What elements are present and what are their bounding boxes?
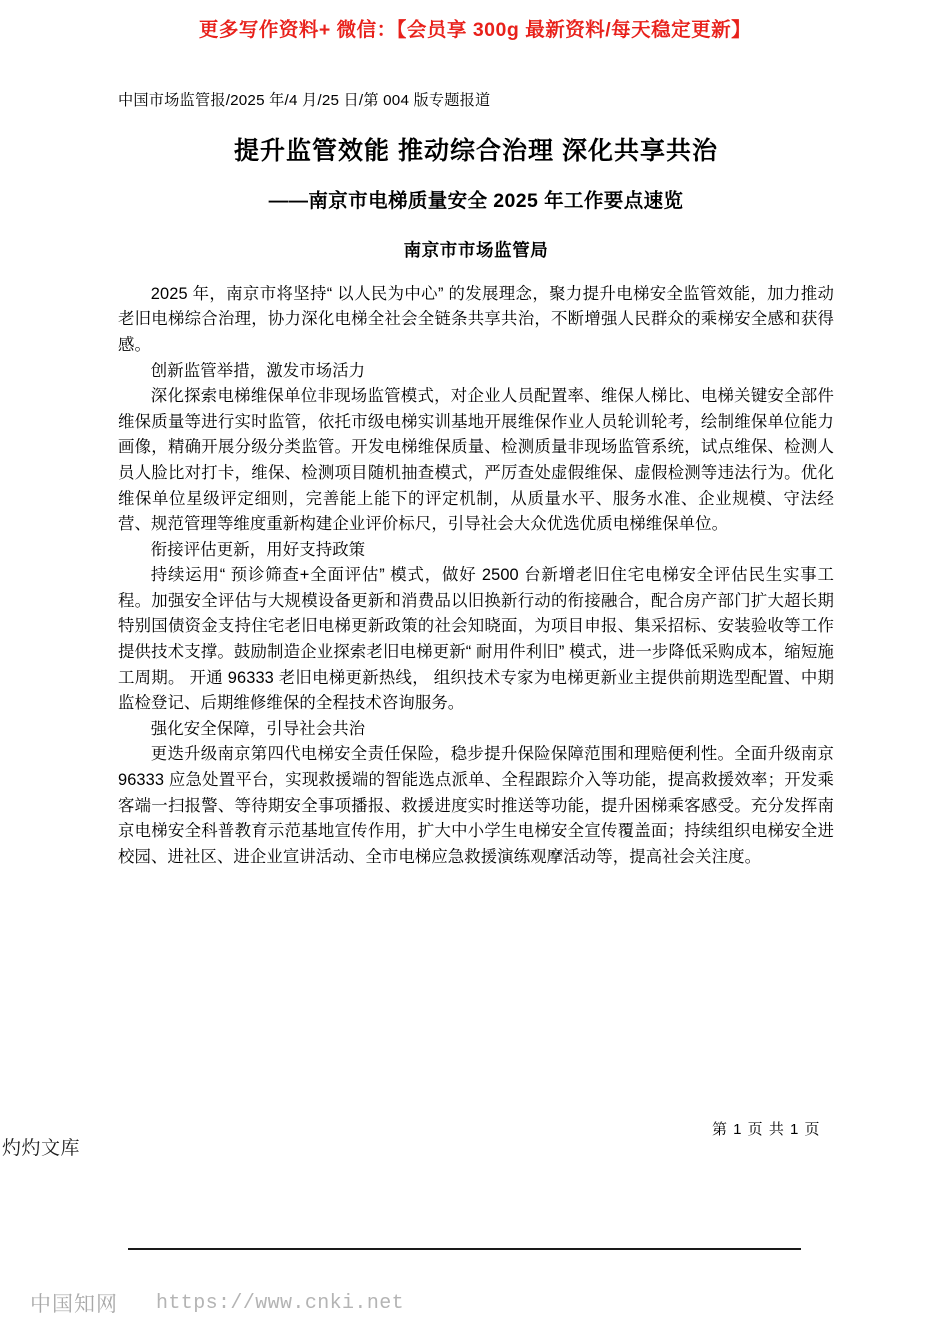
source-citation: 中国市场监管报/2025 年/4 月/25 日/第 004 版专题报道 — [118, 92, 491, 109]
byline-author: 南京市市场监管局 — [403, 239, 549, 260]
page-title: 提升监管效能 推动综合治理 深化共享共治 — [234, 137, 718, 165]
footer-divider — [128, 1248, 801, 1250]
article-paragraph: 持续运用“ 预诊筛查+全面评估” 模式，做好 2500 台新增老旧住宅电梯安全评估民生实事工程。加强安全评估与大规模设备更新和消费品以旧换新行动的衔接融合，配合房产部门扩大超长期特别国债资金支持住宅老旧电梯更新政策的社会知晓面，为项目申报、集采招标、安装验收等工作提供技术支撑。鼓励制造企业探索老旧电梯更新“ 耐用件利旧” 模式，进一步降低采购成本，缩短施工周期。 开通 96333 老旧电梯更新热线， 组织技术专家为电梯更新业主提供前期选型配置、中期监检登记、后期维修维保的全程技术咨询服务。 — [118, 566, 834, 713]
article-subheading: 衔接评估更新，用好支持政策 — [150, 540, 366, 559]
article-paragraph: 深化探索电梯维保单位非现场监管模式，对企业人员配置率、维保人梯比、电梯关键安全部件维保质量等进行实时监管，依托市级电梯实训基地开展维保作业人员轮训轮考，绘制维保单位能力画像，精确开展分级分类监管。开发电梯维保质量、检测质量非现场监管系统，试点维保、检测人员人脸比对打卡，维保、检测项目随机抽查模式，严厉查处虚假维保、虚假检测等违法行为。优化维保单位星级评定细则，完善能上能下的评定机制，从质量水平、服务水准、企业规模、守法经营、规范管理等维度重新构建企业评价标尺，引导社会大众优选优质电梯维保单位。 — [118, 387, 834, 534]
document-content — [118, 88, 834, 870]
article-paragraph: 2025 年，南京市将坚持“ 以人民为中心” 的发展理念，聚力提升电梯安全监管效能，加力推动老旧电梯综合治理，协力深化电梯全社会全链条共享共治，不断增强人民群众的乘梯安全感和获得感。 — [118, 284, 834, 354]
library-watermark: 灼灼文库 — [2, 1138, 81, 1159]
promo-banner-text: 更多写作资料+ 微信：【会员享 300g 最新资料/每天稳定更新】 — [198, 19, 752, 41]
cnki-footer — [30, 1288, 404, 1318]
article-subheading: 创新监管举措，激发市场活力 — [150, 361, 366, 380]
page-number-indicator: 第 1 页 共 1 页 — [712, 1121, 821, 1138]
article-paragraph: 更迭升级南京第四代电梯安全责任保险，稳步提升保险保障范围和理赔便利性。全面升级南京 96333 应急处置平台，实现救援端的智能选点派单、全程跟踪介入等功能，提高救援效率；开发乘客端一扫报警、等待期安全事项播报、救援进度实时推送等功能，提升困梯乘客感受。充分发挥南京电梯安全科普教育示范基地宣传作用，扩大中小学生电梯安全宣传覆盖面；持续组织电梯安全进校园、进社区、进企业宣讲活动、全市电梯应急救援演练观摩活动等，提高社会关注度。 — [118, 745, 834, 866]
page-subtitle: ——南京市电梯质量安全 2025 年工作要点速览 — [268, 189, 684, 212]
article-subheading: 强化安全保障，引导社会共治 — [150, 719, 366, 738]
cnki-logo-text: 中国知网 — [30, 1293, 118, 1316]
article-body — [118, 282, 834, 871]
cnki-url-text[interactable]: https://www.cnki.net — [156, 1291, 405, 1315]
